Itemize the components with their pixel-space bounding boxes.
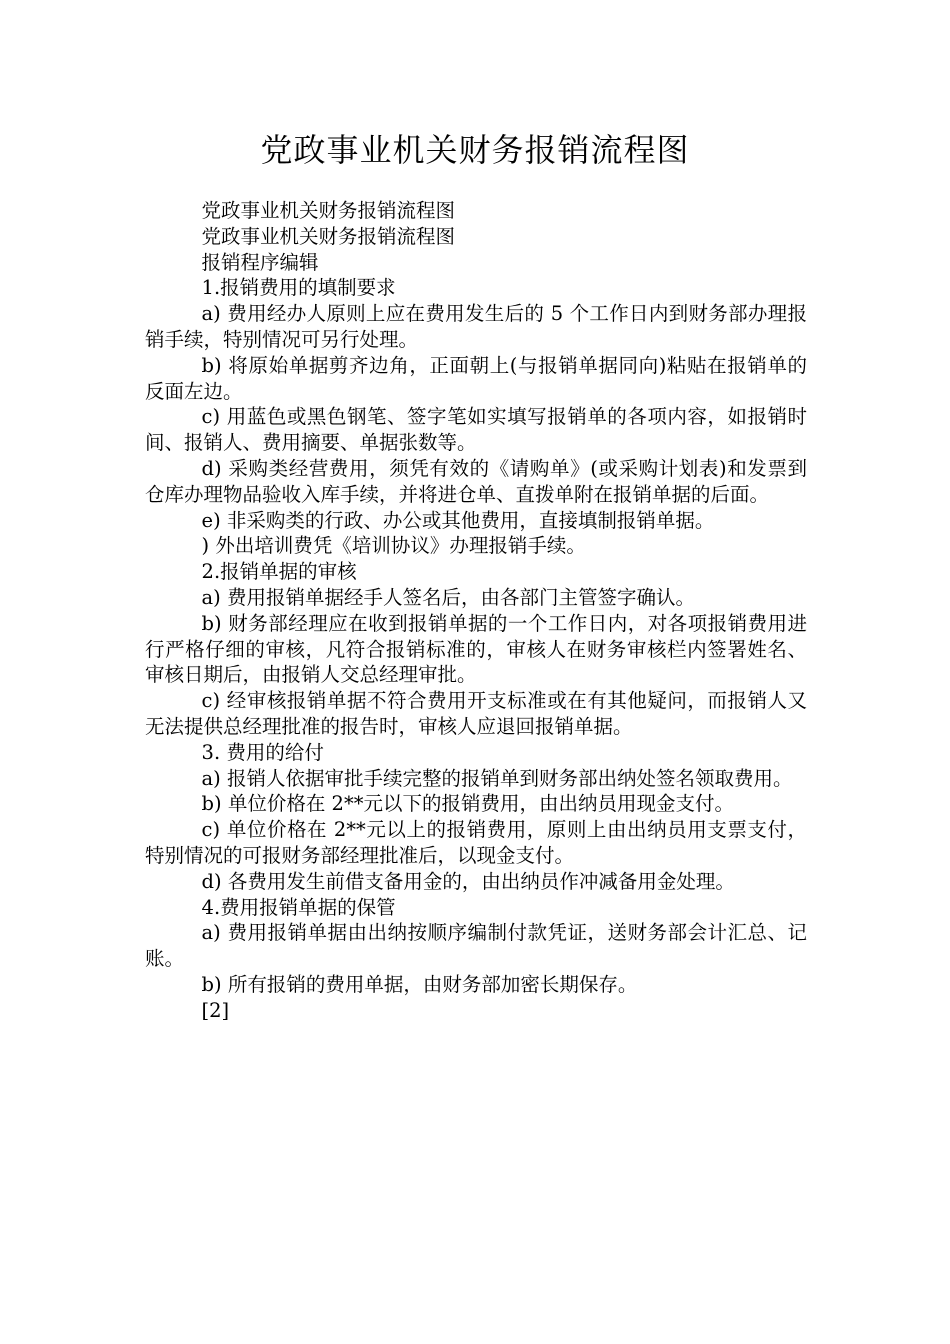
paragraph-1f: ) 外出培训费凭《培训协议》办理报销手续。 <box>201 534 586 558</box>
paragraph-subtitle-1: 党政事业机关财务报销流程图 <box>201 199 456 222</box>
paragraph-3d: d) 各费用发生前借支备用金的，由出纳员作冲减备用金处理。 <box>201 869 735 893</box>
paragraph-2c: c) 经审核报销单据不符合费用开支标准或在有其他疑问，而报销人又无法提供总经理批准的报告时，审核人应退回报销单据。 <box>145 689 807 738</box>
paragraph-heading-3: 3. 费用的给付 <box>201 740 324 764</box>
document-body <box>145 198 807 1024</box>
paragraph-1e: e) 非采购类的行政、办公或其他费用，直接填制报销单据。 <box>201 508 715 532</box>
paragraph-1d: d) 采购类经营费用，须凭有效的《请购单》(或采购计划表)和发票到仓库办理物品验收入库手续，并将进仓单、直拨单附在报销单据的后面。 <box>145 456 807 506</box>
reference-marker: [2] <box>201 998 230 1022</box>
paragraph-1a: a) 费用经办人原则上应在费用发生后的 5 个工作日内到财务部办理报销手续，特别情况可另行处理。 <box>145 302 807 351</box>
paragraph-heading-2: 2.报销单据的审核 <box>201 560 357 584</box>
paragraph-section-heading: 报销程序编辑 <box>201 250 319 274</box>
paragraph-heading-4: 4.费用报销单据的保管 <box>201 895 396 919</box>
paragraph-1c: c) 用蓝色或黑色钢笔、签字笔如实填写报销单的各项内容，如报销时间、报销人、费用摘要、单据张数等。 <box>145 405 807 455</box>
paragraph-2b: b) 财务部经理应在收到报销单据的一个工作日内，对各项报销费用进行严格仔细的审核，凡符合报销标准的，审核人在财务审核栏内签署姓名、审核日期后，由报销人交总经理审批。 <box>145 611 807 687</box>
paragraph-4b: b) 所有报销的费用单据，由财务部加密长期保存。 <box>201 972 638 996</box>
paragraph-4a: a) 费用报销单据由出纳按顺序编制付款凭证，送财务部会计汇总、记账。 <box>145 921 807 971</box>
paragraph-2a: a) 费用报销单据经手人签名后，由各部门主管签字确认。 <box>201 585 695 609</box>
paragraph-heading-1: 1.报销费用的填制要求 <box>201 276 396 300</box>
paragraph-3a: a) 报销人依据审批手续完整的报销单到财务部出纳处签名领取费用。 <box>201 766 793 790</box>
paragraph-3c: c) 单位价格在 2**元以上的报销费用，原则上由出纳员用支票支付，特别情况的可报财务部经理批准后，以现金支付。 <box>145 818 807 867</box>
paragraph-3b: b) 单位价格在 2**元以下的报销费用，由出纳员用现金支付。 <box>201 792 734 816</box>
paragraph-1b: b) 将原始单据剪齐边角，正面朝上(与报销单据同向)粘贴在报销单的反面左边。 <box>145 353 807 403</box>
paragraph-subtitle-2: 党政事业机关财务报销流程图 <box>201 224 456 248</box>
document-title: 党政事业机关财务报销流程图 <box>260 131 690 169</box>
